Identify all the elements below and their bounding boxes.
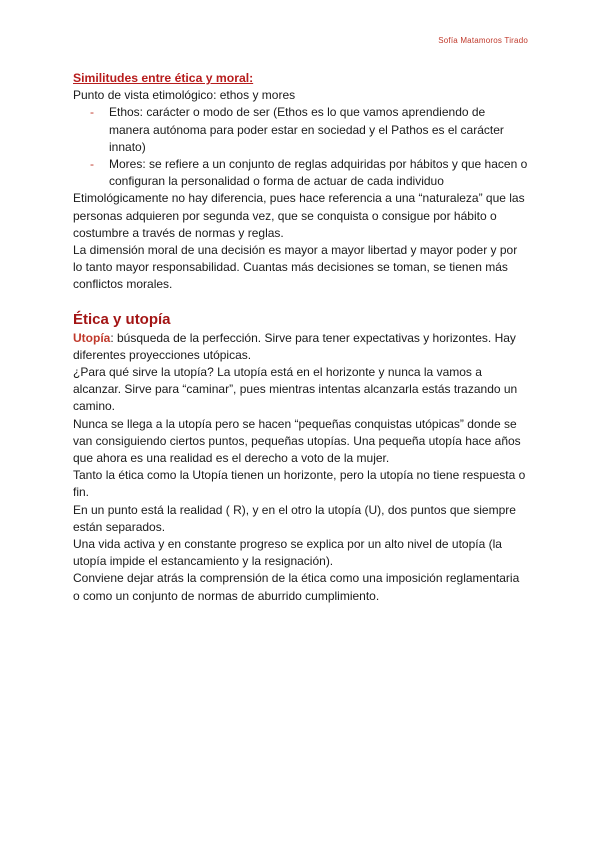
paragraph: ¿Para qué sirve la utopía? La utopía está en el horizonte y nunca la vamos a alcanzar. Sirve para “caminar”, pues mientras intentas alcanzarla estás trazando un camino. xyxy=(73,365,518,414)
paragraph: La dimensión moral de una decisión es mayor a mayor libertad y mayor poder y por lo tanto mayor responsabilidad. Cuantas más decisiones se toman, se tienen más conflictos morales. xyxy=(73,243,518,292)
section-title-etica-utopia: Ética y utopía xyxy=(73,310,171,328)
list-item-text: Mores: se refiere a un conjunto de reglas adquiridas por hábitos y que hacen o configuran la personalidad o forma de actuar de cada individuo xyxy=(109,157,528,189)
paragraph: En un punto está la realidad ( R), y en el otro la utopía (U), dos puntos que siempre están separados. xyxy=(73,502,516,534)
bullet-dash: - xyxy=(90,105,94,120)
page-header-author: Sofía Matamoros Tirado xyxy=(438,36,528,45)
section-title-similitudes: Similitudes entre ética y moral: xyxy=(73,71,254,85)
bullet-list xyxy=(73,104,529,190)
document-body xyxy=(73,70,529,605)
list-item-text: Ethos: carácter o modo de ser (Ethos es lo que vamos aprendiendo de manera autónoma para poder estar en sociedad y el Pathos es el carácter innato) xyxy=(109,105,504,154)
paragraph: Nunca se llega a la utopía pero se hacen “pequeñas conquistas utópicas” donde se van consiguiendo ciertos puntos, pequeñas utopías. Una pequeña utopía hace años que ahora es una realidad es el derecho a voto de la mujer. xyxy=(73,416,521,466)
list-item-ethos xyxy=(73,104,529,156)
paragraph: Una vida activa y en constante progreso se explica por un alto nivel de utopía (la utopía impide el estancamiento y la resignación). xyxy=(73,537,502,569)
paragraph: Etimológicamente no hay diferencia, pues hace referencia a una “naturaleza” que las personas adquieren por segunda vez, que se conquista o consigue por hábito o costumbre a través de normas y reglas. xyxy=(73,191,525,240)
paragraph: Tanto la ética como la Utopía tienen un horizonte, pero la utopía no tiene respuesta o fin. xyxy=(73,468,526,500)
paragraph-utopia-definition xyxy=(73,330,529,364)
bullet-dash: - xyxy=(90,157,94,172)
term-utopia: Utopía xyxy=(73,330,111,345)
term-definition: : búsqueda de la perfección. Sirve para tener expectativas y horizontes. Hay diferentes proyecciones utópicas. xyxy=(73,330,516,362)
paragraph: Conviene dejar atrás la comprensión de la ética como una imposición reglamentaria o como un conjunto de normas de aburrido cumplimiento. xyxy=(73,571,520,603)
paragraph-intro: Punto de vista etimológico: ethos y mores xyxy=(73,88,296,103)
list-item-mores xyxy=(73,156,529,190)
